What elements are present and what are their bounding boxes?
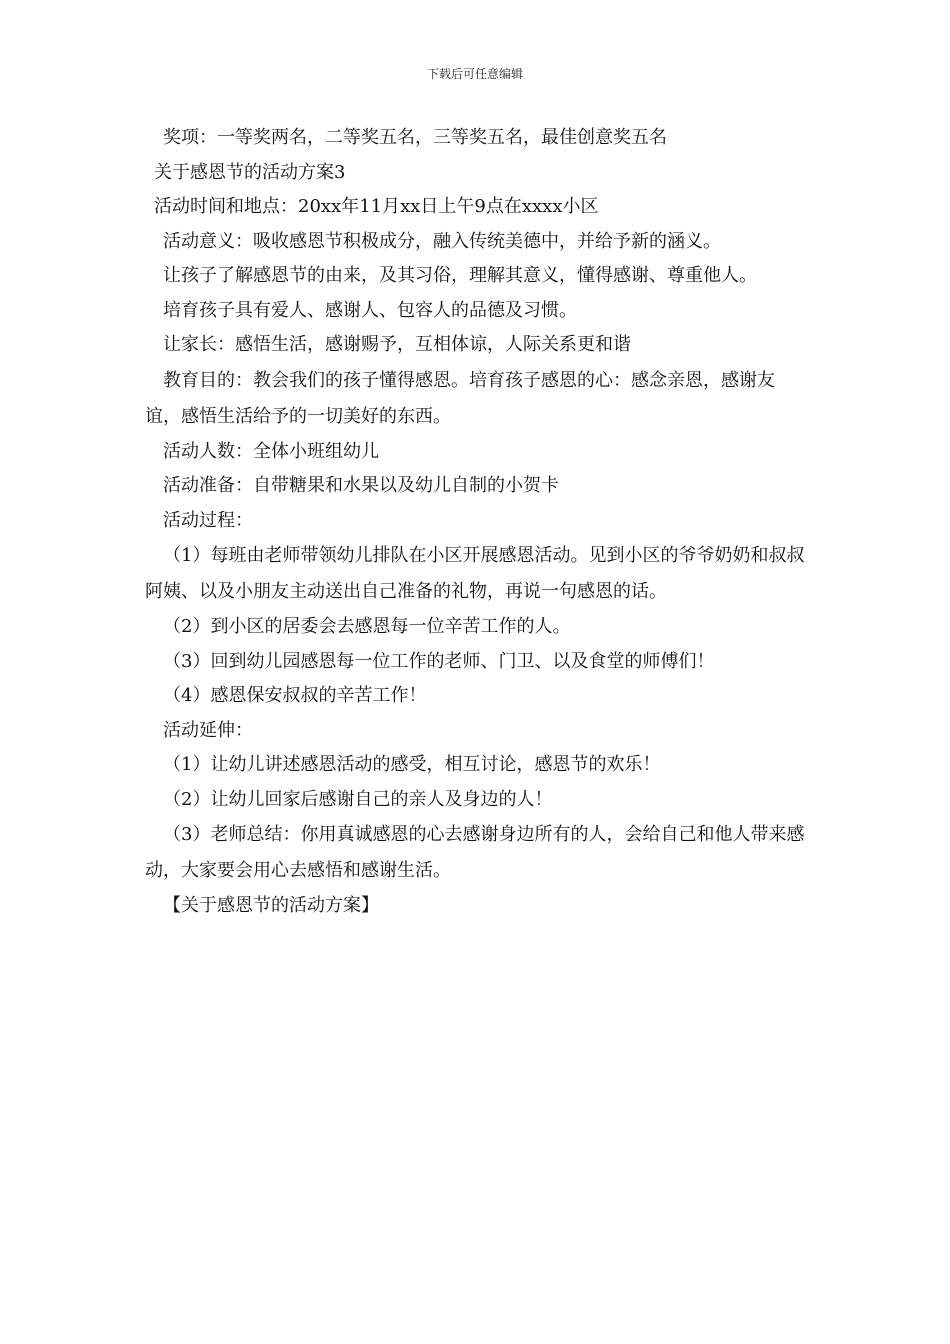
- list-item-process-2: （2）到小区的居委会去感恩每一位辛苦工作的人。: [163, 616, 571, 637]
- list-item-process-4: （4）感恩保安叔叔的辛苦工作！: [163, 685, 427, 706]
- list-item-extension-2: （2）让幼儿回家后感谢自己的亲人及身边的人！: [163, 788, 553, 810]
- list-item-extension-1: （1）让幼儿讲述感恩活动的感受，相互讨论，感恩节的欢乐！: [163, 754, 661, 775]
- paragraph-cultivate: 培育孩子具有爱人、感谢人、包容人的品德及习惯。: [163, 299, 577, 321]
- paragraph-parents: 让家长：感悟生活，感谢赐予，互相体谅，人际关系更和谐: [163, 334, 631, 355]
- paragraph-education-goal: 教育目的：教会我们的孩子懂得感恩。培育孩子感恩的心：感念亲恩，感谢友谊，感悟生活给予的一切美好的东西。: [145, 369, 775, 427]
- paragraph-process-heading: 活动过程：: [163, 509, 253, 531]
- list-item-process-1: （1）每班由老师带领幼儿排队在小区开展感恩活动。见到小区的爷爷奶奶和叔叔阿姨、以及小朋友主动送出自己准备的礼物，再说一句感恩的话。: [145, 545, 805, 602]
- paragraph-significance: 活动意义：吸收感恩节积极成分，融入传统美德中，并给予新的涵义。: [163, 230, 721, 252]
- paragraph-extension-heading: 活动延伸：: [163, 719, 253, 741]
- list-item-extension-3: （3）老师总结：你用真诚感恩的心去感谢身边所有的人，会给自己和他人带来感动，大家要会用心去感悟和感谢生活。: [145, 824, 805, 881]
- section-title: 关于感恩节的活动方案3: [154, 161, 346, 183]
- paragraph-preparation: 活动准备：自带糖果和水果以及幼儿自制的小贺卡: [163, 475, 559, 496]
- paragraph-awards: 奖项：一等奖两名，二等奖五名，三等奖五名，最佳创意奖五名: [163, 127, 667, 148]
- paragraph-participants: 活动人数：全体小班组幼儿: [163, 440, 379, 462]
- paragraph-time-place: 活动时间和地点：20xx年11月xx日上午9点在xxxx小区: [154, 196, 599, 217]
- list-item-process-3: （3）回到幼儿园感恩每一位工作的老师、门卫、以及食堂的师傅们！: [163, 650, 715, 672]
- page-header-note: 下载后可任意编辑: [426, 67, 523, 81]
- document-body: [145, 121, 810, 924]
- paragraph-children-understanding: 让孩子了解感恩节的由来，及其习俗，理解其意义，懂得感谢、尊重他人。: [163, 265, 757, 286]
- closing-title: 【关于感恩节的活动方案】: [163, 895, 379, 916]
